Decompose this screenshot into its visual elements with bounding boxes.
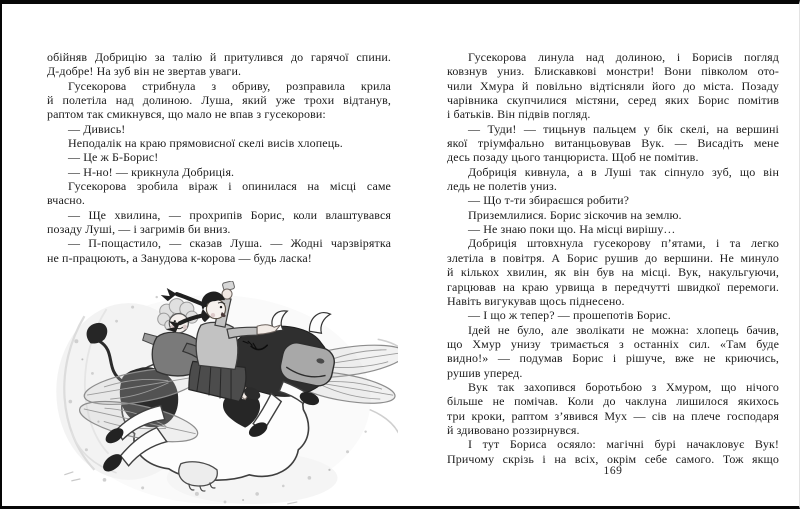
text-line: — І що ж тепер? — прошепотів Борис. <box>468 308 671 323</box>
text-line: рушив уперед. <box>447 365 523 380</box>
text-line: Причому скрізь і на всіх, окрім себе самого. Тож якщо <box>447 451 779 466</box>
text-line: десь позаду цього танцюриста. Щоб не помітив. <box>447 150 699 165</box>
text-line: — Н-но! — крикнула Добриція. <box>68 164 235 179</box>
text-line: й кількох хвилин, як він був на місці. Вук, накульгуючи, <box>447 265 779 280</box>
text-line: — Не знаю поки що. На місці вирішу… <box>468 222 676 237</box>
text-line: видно!» — подумав Борис і рішуче, вже не криючись, <box>447 351 779 366</box>
text-line: обійняв Добрицію за талію й притулився до гарячої спини. <box>47 50 391 64</box>
text-line: що Хмур унизу тримається з останніх сил. «Там буде <box>447 336 779 351</box>
text-line: Вук так захопився боротьбою з Хмуром, що нічого <box>468 379 779 394</box>
text-line: Ідей не було, але зволікати не можна: хлопець бачив, <box>468 322 779 337</box>
right-page-text <box>447 50 779 466</box>
text-line: вчасно. <box>47 193 86 208</box>
text-line: Добриція штовхнула гусекорову п’ятами, і та легко <box>468 236 779 251</box>
text-line: раптом так смикнувся, що мало не впав з гусекорови: <box>47 107 326 122</box>
text-line: Д-добре! На зуб він не звертав уваги. <box>47 64 242 79</box>
text-line: гарцював на краю урвища в передчутті швидкої перемоги. <box>447 279 779 294</box>
text-line: ковзнув униз. Блискавкові монстри! Вони півколом ото- <box>447 64 779 79</box>
text-line: злетіла в повітря. А Борис рушив до вершини. Не минуло <box>447 250 779 265</box>
text-line: й полетіла над долиною. Луша, який уже трохи відтанув, <box>47 93 391 108</box>
text-line: й здивовано роззирнувся. <box>447 422 580 437</box>
text-line: Гусекорова зробила віраж і опинилася на місці саме <box>68 179 391 194</box>
left-page-text <box>47 50 391 265</box>
text-line: три кроки, раптом з’явився Мух — сів на плече господаря <box>447 408 779 423</box>
text-line: чарівника скупчилися містяни, серед яких Борис помітив <box>447 93 779 108</box>
text-line: Навіть вигукував щось піднесено. <box>447 293 625 308</box>
text-line: якої тріумфально витанцьовував Вук. — Висадіть мене <box>447 136 779 151</box>
text-line: — П-пощастило, — сказав Луша. — Жодні чарзвірятка <box>68 236 391 251</box>
text-line: більше не помічав. Коли до чаклуна лишилося якихось <box>447 394 779 409</box>
page-number: 169 <box>603 465 623 477</box>
text-line: Приземлилися. Борис зіскочив на землю. <box>468 207 682 222</box>
text-line: — Що т-ти збираєшся робити? <box>468 193 630 208</box>
text-line: Неподалік на краю прямовисної скелі висів хлопець. <box>68 136 343 151</box>
text-line: і батьків. Він підвів погляд. <box>447 107 591 122</box>
text-line: — Ще хвилина, — прохрипів Борис, коли влаштувався <box>68 207 391 222</box>
text-line: І тут Бориса осяяло: магічні бурі начакловує Вук! <box>468 437 779 452</box>
text-line: — Туди! — тицьнув пальцем у бік скелі, на вершині <box>468 121 779 136</box>
text-line: не п-працюють, а Занудова к-корова — будь ласка! <box>47 250 312 265</box>
text-line: ледь не полетів униз. <box>447 179 557 194</box>
text-line: — Дивись! <box>68 121 126 136</box>
text-line: позаду Луші, — і загримів би вниз. <box>47 222 231 237</box>
text-line: Гусекорова линула над долиною, і Борисів погляд <box>468 50 779 64</box>
flying-cow-illustration <box>46 281 398 512</box>
text-line: Добриція кивнула, а в Луші так сіпнуло зуб, що він <box>468 164 779 179</box>
text-line: — Це ж Б-Борис! <box>68 150 159 165</box>
text-line: Гусекорова стрибнула з обриву, розправила крила <box>68 78 391 93</box>
text-line: чили Хмура й повільно відтісняли його до міста. Позаду <box>447 78 779 93</box>
